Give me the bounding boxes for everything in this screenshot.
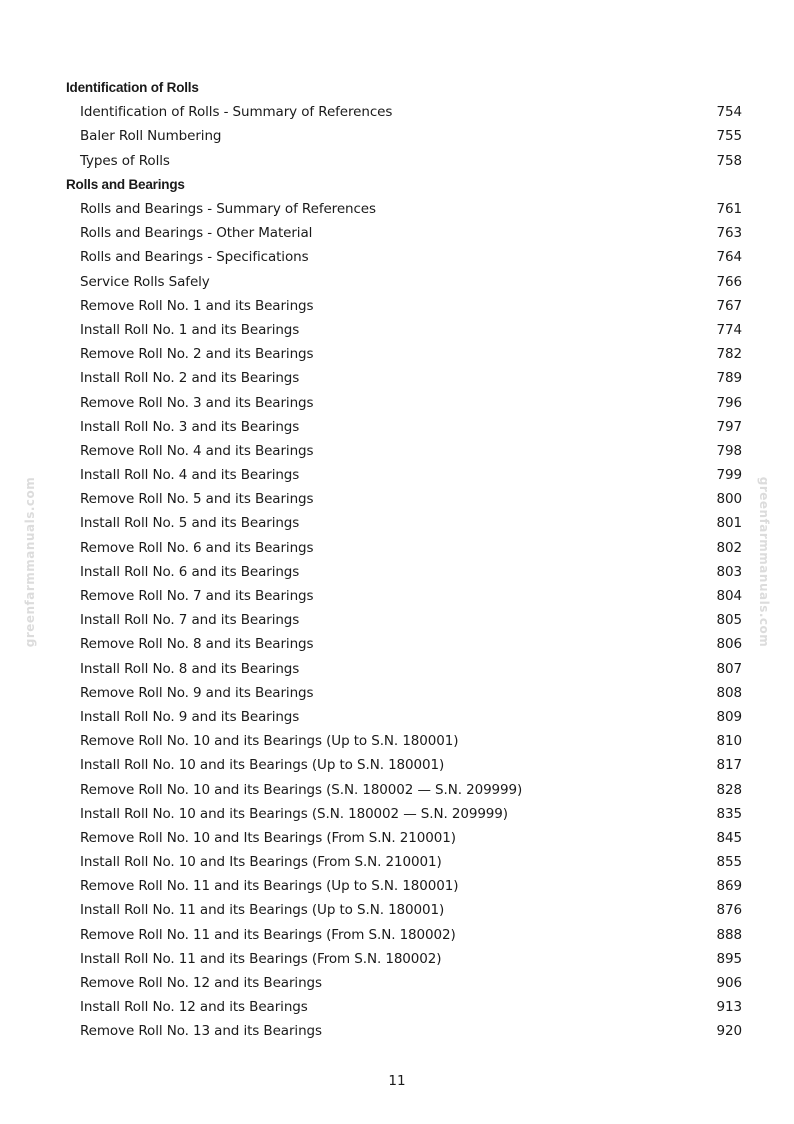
toc-entry[interactable]: [66, 753, 742, 777]
section-title: Rolls and Bearings: [66, 176, 185, 192]
toc-entry[interactable]: [66, 536, 742, 560]
entry-page: 801: [716, 515, 742, 532]
entry-page: 817: [716, 757, 742, 774]
toc-entry[interactable]: [66, 221, 742, 245]
entry-label: Rolls and Bearings - Other Material: [80, 225, 313, 242]
entry-page: 798: [716, 442, 742, 459]
entry-page: 764: [716, 249, 742, 266]
watermark-right: greenfarmmanuals.com: [757, 476, 771, 648]
toc-section: [66, 173, 742, 1044]
toc-entry[interactable]: [66, 705, 742, 729]
section-title: Identification of Rolls: [66, 80, 199, 95]
toc-entry[interactable]: [66, 850, 742, 874]
entry-page: 766: [716, 273, 742, 290]
toc-entry[interactable]: [66, 584, 742, 608]
entry-label: Types of Rolls: [80, 152, 170, 169]
toc-entry[interactable]: [66, 802, 742, 826]
watermark-left: greenfarmmanuals.com: [23, 476, 37, 648]
toc-entry[interactable]: [66, 270, 742, 294]
toc-entry[interactable]: [66, 898, 742, 922]
entry-label: Install Roll No. 3 and its Bearings: [80, 418, 300, 435]
entry-page: 810: [716, 733, 742, 750]
entry-label: Service Rolls Safely: [80, 273, 210, 290]
entry-page: 789: [716, 370, 742, 387]
entry-label: Identification of Rolls - Summary of References: [80, 104, 393, 121]
toc-entry[interactable]: [66, 511, 742, 535]
entry-label: Install Roll No. 10 and Its Bearings (From S.N. 210001): [80, 854, 442, 871]
entry-label: Remove Roll No. 2 and its Bearings: [80, 346, 314, 363]
entry-page: 755: [716, 128, 742, 145]
entry-page: 895: [716, 950, 742, 967]
entry-label: Install Roll No. 1 and its Bearings: [80, 321, 300, 338]
entry-label: Install Roll No. 10 and its Bearings (Up to S.N. 180001): [80, 757, 445, 774]
entry-page: 869: [716, 878, 742, 895]
entry-page: 803: [716, 563, 742, 580]
toc-entry[interactable]: [66, 681, 742, 705]
toc-entry[interactable]: [66, 415, 742, 439]
entry-page: 797: [716, 418, 742, 435]
entry-page: 828: [716, 781, 742, 798]
entry-page: 754: [716, 104, 742, 121]
toc-entry[interactable]: [66, 197, 742, 221]
entry-page: 758: [716, 152, 742, 169]
entry-label: Install Roll No. 7 and its Bearings: [80, 612, 300, 629]
entry-page: 774: [716, 321, 742, 338]
entry-page: 802: [716, 539, 742, 556]
entry-label: Remove Roll No. 10 and its Bearings (S.N. 180002 — S.N. 209999): [80, 781, 523, 798]
entry-label: Remove Roll No. 11 and its Bearings (From S.N. 180002): [80, 926, 456, 943]
entry-page: 808: [716, 684, 742, 701]
entry-label: Remove Roll No. 5 and its Bearings: [80, 491, 314, 508]
toc-entry[interactable]: [66, 657, 742, 681]
entry-page: 845: [716, 829, 742, 846]
entry-label: Rolls and Bearings - Summary of References: [80, 201, 376, 218]
entry-label: Baler Roll Numbering: [80, 128, 222, 145]
entry-page: 807: [716, 660, 742, 677]
entry-label: Install Roll No. 5 and its Bearings: [80, 515, 300, 532]
toc-entry[interactable]: [66, 149, 742, 173]
entry-page: 796: [716, 394, 742, 411]
entry-page: 913: [716, 999, 742, 1016]
entry-label: Install Roll No. 6 and its Bearings: [80, 563, 300, 580]
entry-page: 782: [716, 346, 742, 363]
toc-entry[interactable]: [66, 777, 742, 801]
entry-label: Remove Roll No. 12 and its Bearings: [80, 975, 322, 992]
toc-entry[interactable]: [66, 439, 742, 463]
entry-page: 888: [716, 926, 742, 943]
toc-entry[interactable]: [66, 874, 742, 898]
toc-entry[interactable]: [66, 463, 742, 487]
entry-page: 800: [716, 491, 742, 508]
entry-label: Remove Roll No. 6 and its Bearings: [80, 539, 314, 556]
toc-entry[interactable]: [66, 923, 742, 947]
toc-entry[interactable]: [66, 608, 742, 632]
entry-label: Remove Roll No. 10 and its Bearings (Up to S.N. 180001): [80, 733, 459, 750]
toc-entry[interactable]: [66, 100, 742, 124]
toc-entry[interactable]: [66, 971, 742, 995]
toc-entry[interactable]: [66, 318, 742, 342]
toc-entry[interactable]: [66, 995, 742, 1019]
entry-page: 767: [716, 297, 742, 314]
entry-page: 920: [716, 1023, 742, 1040]
entry-label: Install Roll No. 10 and its Bearings (S.N. 180002 — S.N. 209999): [80, 805, 508, 822]
toc-entry[interactable]: [66, 729, 742, 753]
entry-label: Remove Roll No. 7 and its Bearings: [80, 588, 314, 605]
entry-label: Remove Roll No. 3 and its Bearings: [80, 394, 314, 411]
entry-label: Remove Roll No. 9 and its Bearings: [80, 684, 314, 701]
entry-page: 806: [716, 636, 742, 653]
entry-page: 855: [716, 854, 742, 871]
entry-label: Install Roll No. 2 and its Bearings: [80, 370, 300, 387]
toc-entry[interactable]: [66, 1019, 742, 1043]
entry-label: Install Roll No. 12 and its Bearings: [80, 999, 308, 1016]
toc-entry[interactable]: [66, 245, 742, 269]
entry-label: Install Roll No. 11 and its Bearings (Up to S.N. 180001): [80, 902, 445, 919]
toc-entry[interactable]: [66, 947, 742, 971]
entry-label: Rolls and Bearings - Specifications: [80, 249, 309, 266]
toc-entry[interactable]: [66, 487, 742, 511]
entry-label: Install Roll No. 9 and its Bearings: [80, 708, 300, 725]
entry-label: Remove Roll No. 8 and its Bearings: [80, 636, 314, 653]
entry-label: Install Roll No. 8 and its Bearings: [80, 660, 300, 677]
toc-entry[interactable]: [66, 560, 742, 584]
entry-label: Install Roll No. 4 and its Bearings: [80, 467, 300, 484]
toc-entry[interactable]: [66, 826, 742, 850]
page-number: 11: [388, 1073, 406, 1089]
entry-label: Remove Roll No. 1 and its Bearings: [80, 297, 314, 314]
entry-page: 805: [716, 612, 742, 629]
toc-entry[interactable]: [66, 342, 742, 366]
toc-entry[interactable]: [66, 294, 742, 318]
entry-page: 835: [716, 805, 742, 822]
entry-page: 906: [716, 975, 742, 992]
toc-entry[interactable]: [66, 124, 742, 148]
entry-label: Install Roll No. 11 and its Bearings (From S.N. 180002): [80, 950, 442, 967]
entry-page: 799: [716, 467, 742, 484]
toc-entry[interactable]: [66, 366, 742, 390]
table-of-contents: [66, 76, 742, 1044]
toc-entry[interactable]: [66, 632, 742, 656]
entry-label: Remove Roll No. 4 and its Bearings: [80, 442, 314, 459]
entry-page: 804: [716, 588, 742, 605]
entry-label: Remove Roll No. 11 and its Bearings (Up to S.N. 180001): [80, 878, 459, 895]
entry-page: 876: [716, 902, 742, 919]
entry-label: Remove Roll No. 10 and Its Bearings (From S.N. 210001): [80, 829, 456, 846]
toc-entry[interactable]: [66, 390, 742, 414]
entry-page: 763: [716, 225, 742, 242]
toc-section: [66, 76, 742, 173]
entry-label: Remove Roll No. 13 and its Bearings: [80, 1023, 322, 1040]
entry-page: 761: [716, 201, 742, 218]
entry-page: 809: [716, 708, 742, 725]
